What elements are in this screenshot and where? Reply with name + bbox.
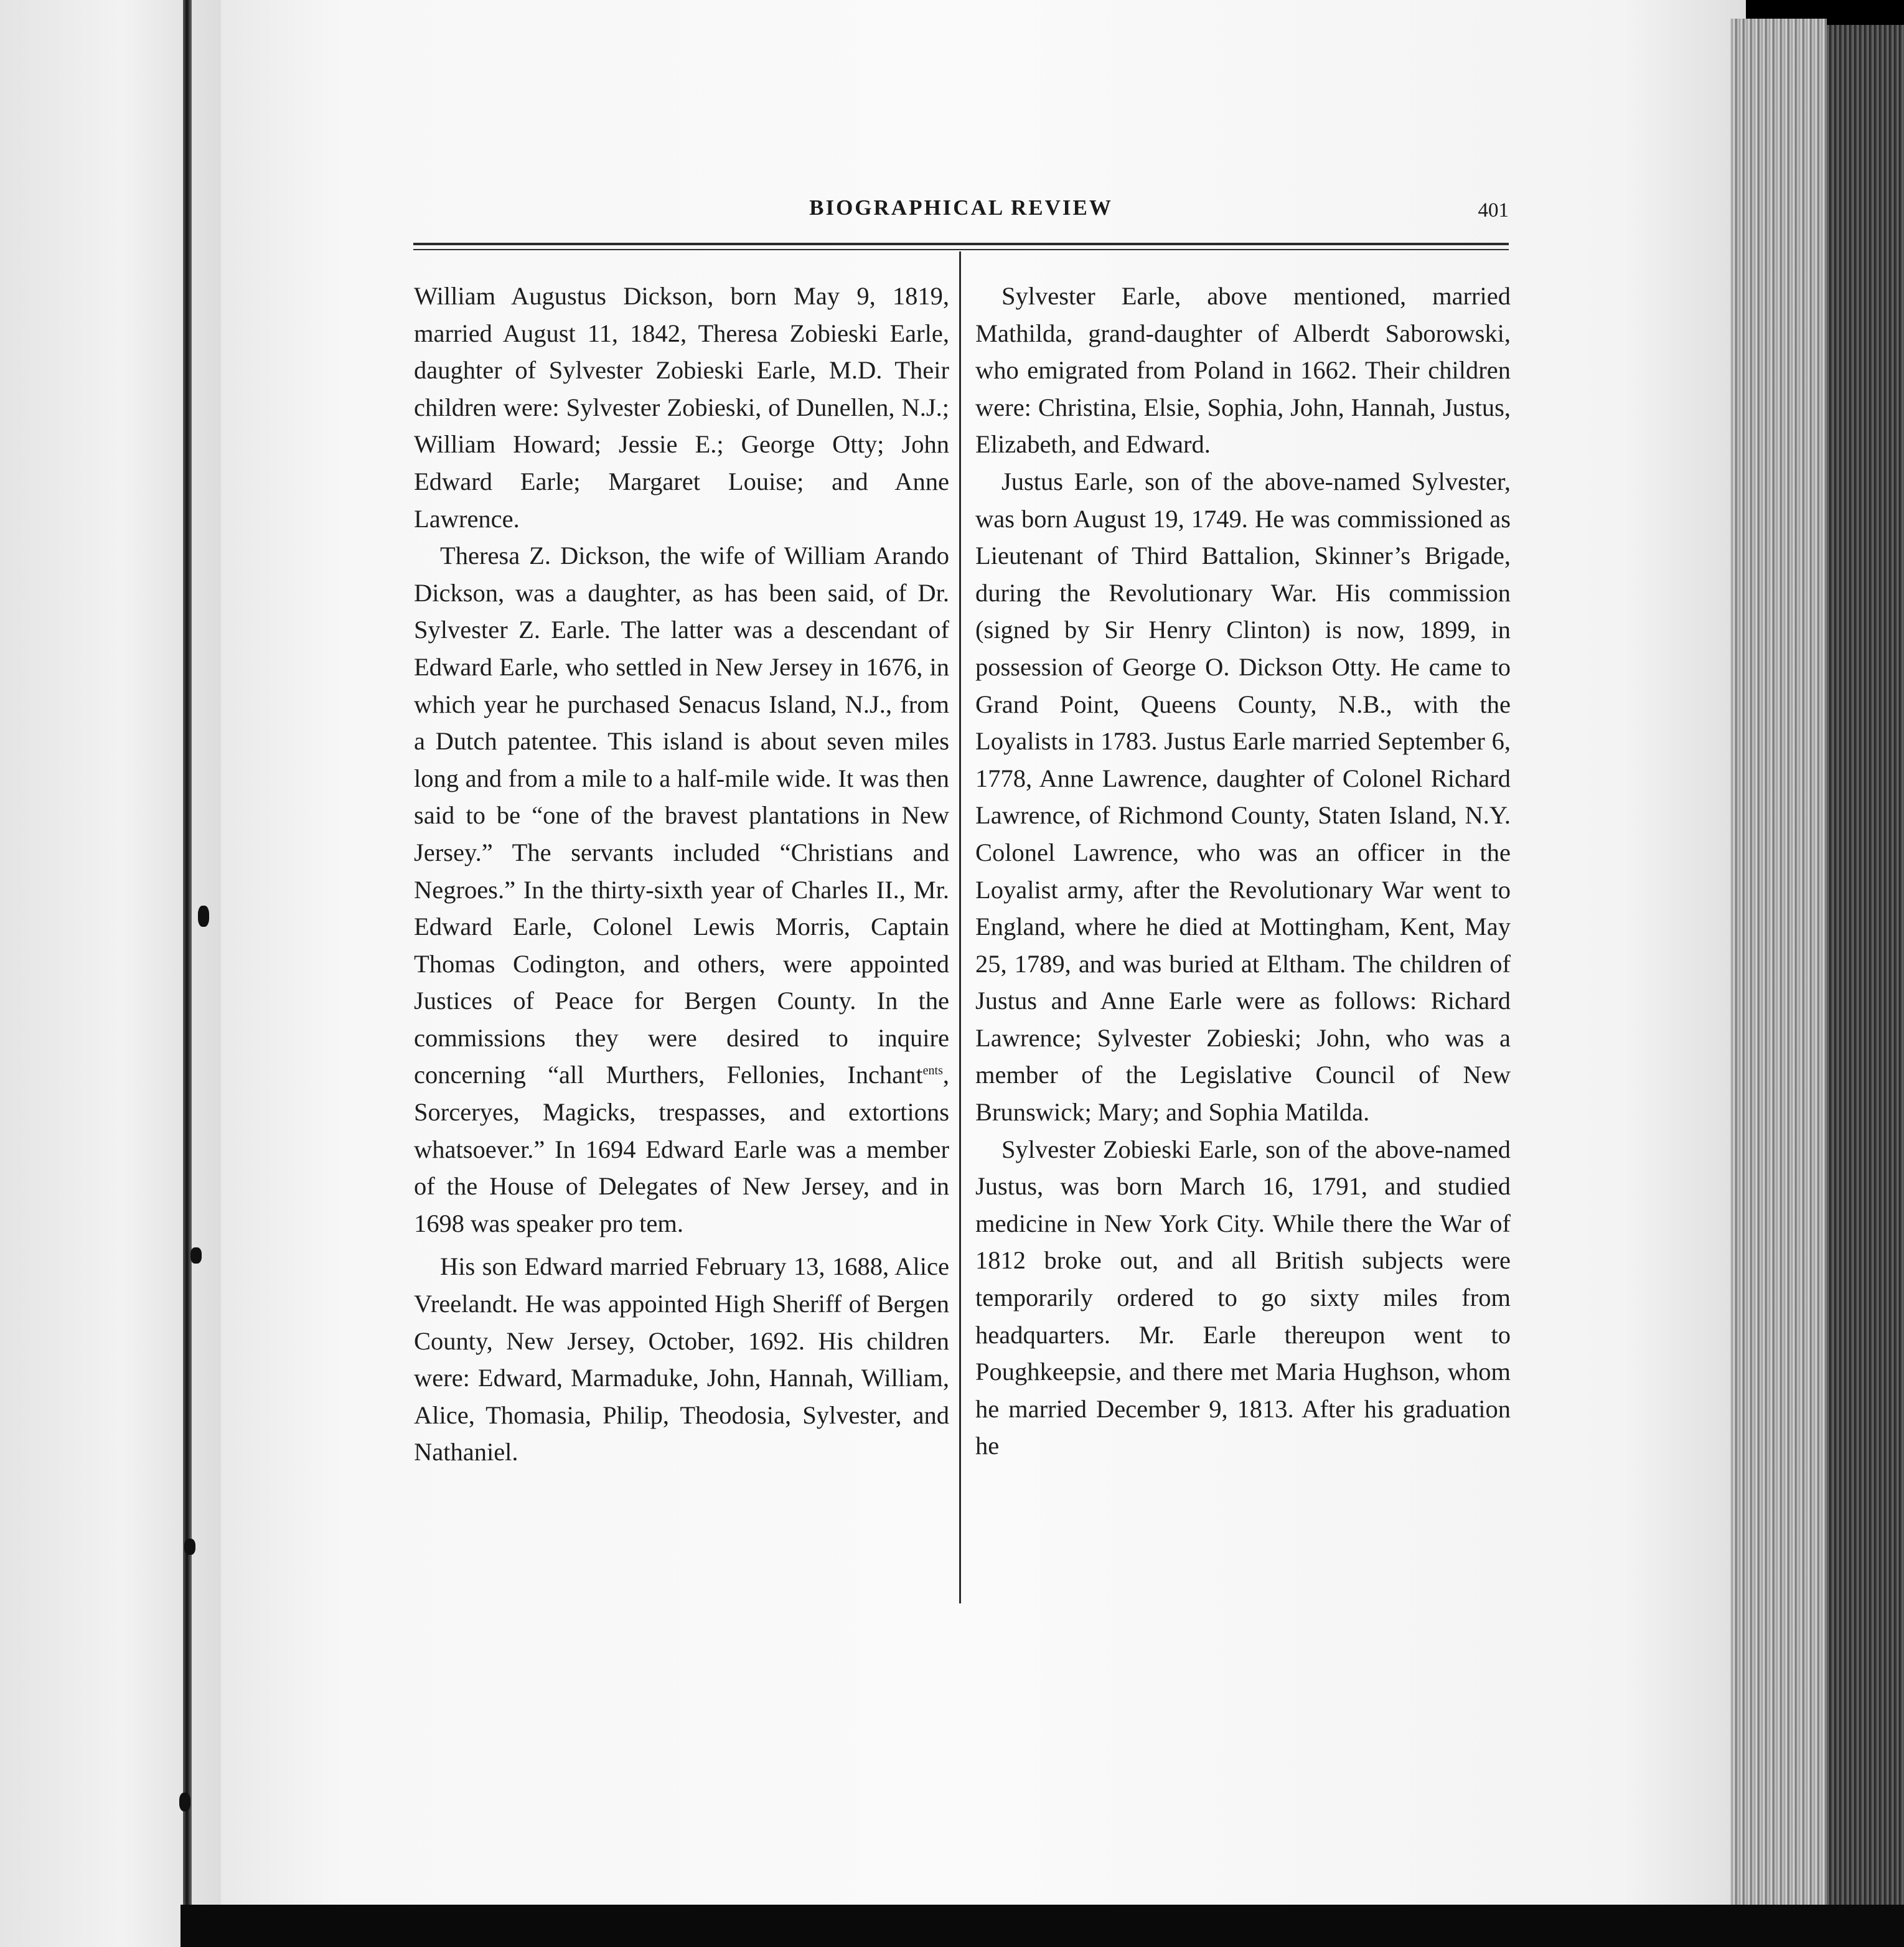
- book-cover-edge: [1827, 25, 1904, 1947]
- binding-mark: [184, 1539, 195, 1555]
- binding-mark: [190, 1247, 202, 1264]
- page-block-edge: [1730, 19, 1827, 1911]
- header-rule: [413, 243, 1509, 245]
- header-rule-thin: [413, 249, 1509, 250]
- superscript: ents: [922, 1064, 943, 1078]
- paragraph: [414, 537, 949, 1242]
- page-number: 401: [1478, 199, 1509, 222]
- paragraph: Sylvester Zobieski Earle, son of the above-named Justus, was born March 16, 1791, and studied medicine in New York City. While there the War of 1812 broke out, and all British subjects were temporarily ordered to go sixty miles from headquarters. Mr. Earle thereupon went to Poughkeepsie, and there met Maria Hughson, whom he married December 9, 1813. After his graduation he: [975, 1135, 1511, 1460]
- running-head: BIOGRAPHICAL REVIEW: [809, 195, 1113, 220]
- page-header: [413, 195, 1509, 230]
- binding-mark: [179, 1793, 190, 1811]
- paragraph-text: , Sorceryes, Magicks, trespasses, and extortions whatsoever.” In 1694 Edward Earle was a member of the House of Delegates of New Jersey, and in 1698 was speaker pro tem.: [414, 1061, 949, 1237]
- paragraph-text: Theresa Z. Dickson, the wife of William Arando Dickson, was a daughter, as has been said, of Dr. Sylvester Z. Earle. The latter was a descendant of Edward Earle, who settled in New Jersey in 1676, in which year he purchased Senacus Island, N.J., from a Dutch patentee. This island is about seven miles long and from a mile to a half-mile wide. It was then said to be “one of the bravest plantations in New Jersey.” The servants included “Christians and Negroes.” In the thirty-sixth year of Charles II., Mr. Edward Earle, Colonel Lewis Morris, Captain Thomas Codington, and others, were appointed Justices of Peace for Bergen County. In the commissions they were desired to inquire concerning “all Murthers, Fellonies, Inchant: [414, 542, 949, 1089]
- left-column: [414, 278, 949, 1471]
- scan-background: [181, 1905, 1904, 1947]
- paragraph: His son Edward married February 13, 1688, Alice Vreelandt. He was appointed High Sheriff of Bergen County, New Jersey, October, 1692. His children were: Edward, Marmaduke, John, Hannah, William, Alice, Thomasia, Philip, Theodosia, Sylvester, and Nathaniel.: [414, 1252, 949, 1466]
- right-column: [975, 278, 1511, 1465]
- binding-mark: [198, 906, 209, 927]
- column-divider: [959, 251, 961, 1603]
- paragraph: William Augustus Dickson, born May 9, 1819, married August 11, 1842, Theresa Zobieski Earle, daughter of Sylvester Zobieski Earle, M.D. Their children were: Sylvester Zobieski, of Dunellen, N.J.; William Howard; Jessie E.; George Otty; John Edward Earle; Margaret Louise; and Anne Lawrence.: [414, 282, 949, 533]
- book-gutter: [183, 0, 192, 1905]
- paragraph: Sylvester Earle, above mentioned, married Mathilda, grand-daughter of Alberdt Saborowski, who emigrated from Poland in 1662. Their children were: Christina, Elsie, Sophia, John, Hannah, Justus, Elizabeth, and Edward.: [975, 282, 1511, 459]
- paragraph: Justus Earle, son of the above-named Sylvester, was born August 19, 1749. He was commissioned as Lieutenant of Third Battalion, Skinner’s Brigade, during the Revolutionary War. His commission (signed by Sir Henry Clinton) is now, 1899, in possession of George O. Dickson Otty. He came to Grand Point, Queens County, N.B., with the Loyalists in 1783. Justus Earle married September 6, 1778, Anne Lawrence, daughter of Colonel Richard Lawrence, of Richmond County, Staten Island, N.Y. Colonel Lawrence, who was an officer in the Loyalist army, after the Revolutionary War went to England, where he died at Mottingham, Kent, May 25, 1789, and was buried at Eltham. The children of Justus and Anne Earle were as follows: Richard Lawrence; Sylvester Zobieski; John, who was a member of the Legislative Council of New Brunswick; Mary; and Sophia Matilda.: [975, 467, 1511, 1127]
